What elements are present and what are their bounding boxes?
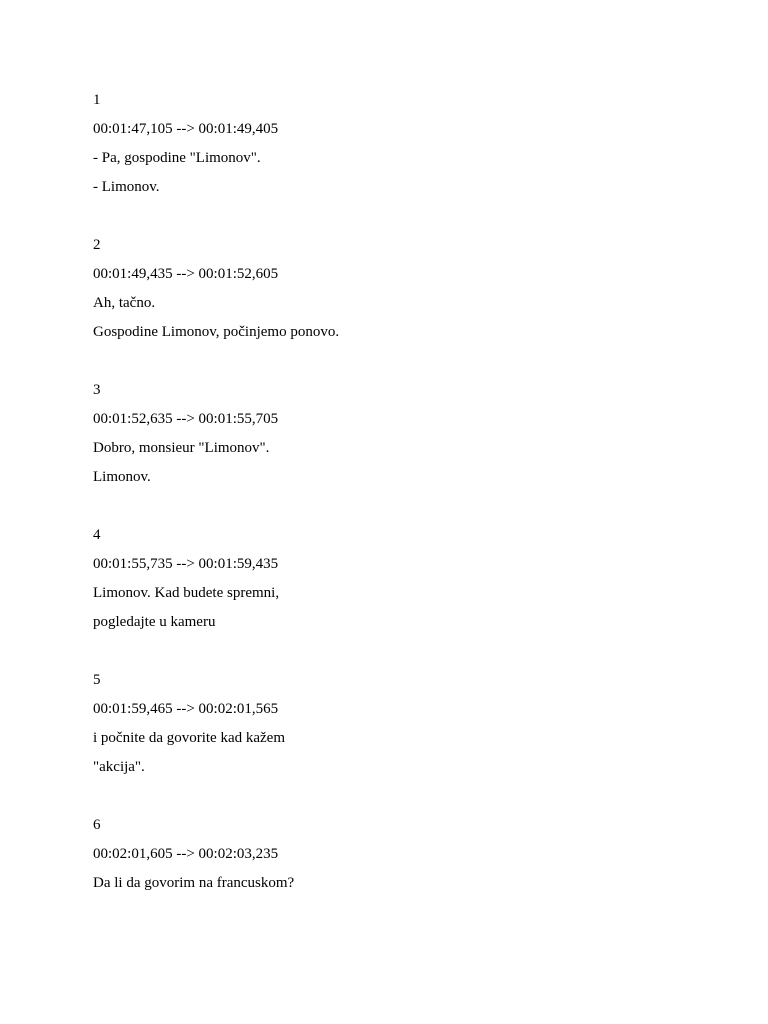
cue-text-line: "akcija".: [93, 759, 145, 775]
cue-timing: 00:01:52,635 --> 00:01:55,705: [93, 411, 279, 427]
cue-index: 6: [93, 817, 101, 833]
cue-text-line: - Pa, gospodine "Limonov".: [93, 150, 261, 166]
subtitle-cue: [93, 376, 728, 492]
cue-index: 4: [93, 527, 101, 543]
cue-index: 5: [93, 672, 101, 688]
cue-timing: 00:01:47,105 --> 00:01:49,405: [93, 121, 279, 137]
cue-text-line: Dobro, monsieur "Limonov".: [93, 440, 270, 456]
cue-timing: 00:02:01,605 --> 00:02:03,235: [93, 846, 279, 862]
cue-text-line: Gospodine Limonov, počinjemo ponovo.: [93, 324, 340, 340]
cue-text-line: Limonov.: [93, 469, 151, 485]
cue-text-line: pogledajte u kameru: [93, 614, 216, 630]
cue-index: 1: [93, 92, 101, 108]
cue-index: 3: [93, 382, 101, 398]
cue-timing: 00:01:55,735 --> 00:01:59,435: [93, 556, 279, 572]
cue-text-line: Ah, tačno.: [93, 295, 156, 311]
subtitle-document: [93, 86, 728, 898]
subtitle-cue: [93, 666, 728, 782]
subtitle-cue: [93, 811, 728, 898]
subtitle-cue: [93, 521, 728, 637]
cue-timing: 00:01:59,465 --> 00:02:01,565: [93, 701, 279, 717]
cue-text-line: Da li da govorim na francuskom?: [93, 875, 295, 891]
cue-text-line: - Limonov.: [93, 179, 160, 195]
cue-text-line: Limonov. Kad budete spremni,: [93, 585, 280, 601]
subtitle-cue: [93, 231, 728, 347]
cue-timing: 00:01:49,435 --> 00:01:52,605: [93, 266, 279, 282]
cue-index: 2: [93, 237, 101, 253]
cue-text-line: i počnite da govorite kad kažem: [93, 730, 286, 746]
subtitle-cue: [93, 86, 728, 202]
